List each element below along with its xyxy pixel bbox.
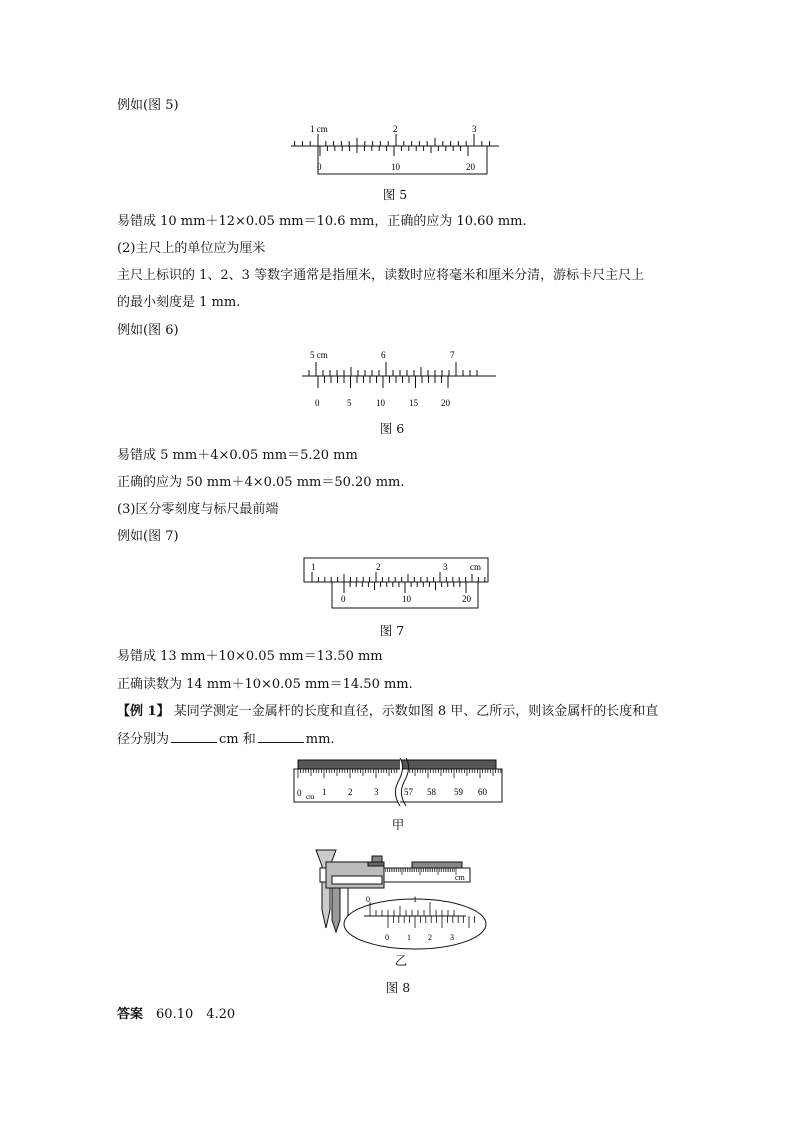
- text-line: 易错成 5 mm＋4×0.05 mm＝5.20 mm: [117, 448, 358, 463]
- answer-label: 答案: [117, 1007, 144, 1022]
- figure-8a-meter-ruler: [292, 758, 506, 806]
- example-line: [117, 703, 658, 720]
- fig6-main-label: 5 cm: [310, 350, 328, 360]
- answer-line: [117, 1006, 235, 1023]
- fig7-main-label: 1: [311, 562, 316, 572]
- fig6-vernier-label: 5: [347, 398, 352, 408]
- fig7-main-label: cm: [470, 562, 481, 572]
- figure-8b-vernier-caliper: [308, 840, 488, 952]
- fig8b-label: 2: [428, 933, 432, 942]
- example-unit: mm.: [305, 732, 335, 747]
- fig7-vernier-label: 20: [462, 594, 471, 604]
- fig8a-label: 59: [454, 787, 463, 797]
- fig8b-label: 1: [413, 895, 417, 904]
- text-line: 的最小刻度是 1 mm.: [117, 295, 241, 310]
- example-text: 某同学测定一金属杆的长度和直径，示数如图 8 甲、乙所示，则该金属杆的长度和直: [173, 704, 659, 719]
- fig6-vernier-label: 10: [376, 398, 385, 408]
- example-text: 径分别为: [117, 732, 170, 747]
- figure-6-vernier-caliper: [300, 348, 500, 410]
- fig6-vernier-label: 0: [315, 398, 320, 408]
- text-line: 例如(图 6): [117, 323, 179, 338]
- text-line: 正确的应为 50 mm＋4×0.05 mm＝50.20 mm.: [117, 475, 405, 490]
- fig8a-label: 3: [374, 787, 379, 797]
- example-line: [117, 730, 335, 748]
- text-line: 正确读数为 14 mm＋10×0.05 mm＝14.50 mm.: [117, 677, 413, 692]
- example-unit: cm 和: [219, 732, 256, 747]
- fig7-main-label: 2: [376, 562, 381, 572]
- figure-5-vernier-caliper: [285, 120, 505, 178]
- fig8b-label: 0: [366, 895, 370, 904]
- text-line: 例如(图 7): [117, 529, 179, 544]
- fig7-vernier-label: 10: [402, 594, 411, 604]
- answer-values: 60.10 4.20: [156, 1007, 236, 1022]
- fig5-vernier-label: 10: [391, 162, 400, 172]
- answer-blank-diameter[interactable]: [258, 730, 304, 743]
- text-line: 易错成 13 mm＋10×0.05 mm＝13.50 mm: [117, 649, 383, 664]
- figure-8b-caption: 乙: [394, 953, 408, 968]
- fig7-main-label: 3: [443, 562, 448, 572]
- fig5-main-label: 2: [393, 124, 398, 134]
- fig5-main-label: 1 cm: [310, 124, 328, 134]
- text-line: 主尺上标识的 1、2、3 等数字通常是指厘米，读数时应将毫米和厘米分清，游标卡尺主尺上: [117, 268, 645, 283]
- fig8b-label: cm: [455, 873, 465, 882]
- fig6-main-label: 6: [381, 350, 386, 360]
- fig6-vernier-label: 20: [441, 398, 450, 408]
- fig8a-label: 2: [348, 787, 353, 797]
- fig8a-label: 0: [297, 788, 302, 798]
- fig8a-label: 60: [478, 787, 487, 797]
- fig8a-label: 58: [427, 787, 436, 797]
- fig8b-label: 1: [407, 933, 411, 942]
- fig8a-label: 1: [322, 787, 327, 797]
- fig7-vernier-label: 0: [341, 594, 346, 604]
- text-line: (2)主尺上的单位应为厘米: [117, 241, 266, 256]
- text-line: 例如(图 5): [117, 98, 179, 113]
- fig8b-label: 3: [450, 933, 454, 942]
- fig5-main-label: 3: [472, 124, 477, 134]
- text-line: 易错成 10 mm＋12×0.05 mm＝10.6 mm，正确的应为 10.60 mm.: [117, 214, 527, 229]
- figure-6-caption: 图 6: [379, 421, 405, 436]
- answer-blank-length[interactable]: [171, 730, 217, 743]
- figure-7-caption: 图 7: [379, 623, 405, 638]
- fig5-vernier-label: 20: [466, 162, 475, 172]
- figure-8-caption: 图 8: [385, 980, 411, 995]
- text-line: (3)区分零刻度与标尺最前端: [117, 502, 279, 517]
- fig5-vernier-label: 0: [317, 162, 322, 172]
- fig8a-label: cm: [306, 793, 315, 801]
- fig6-main-label: 7: [450, 350, 455, 360]
- fig8a-label: 57: [404, 787, 413, 797]
- example-label: 【例 1】: [117, 704, 170, 719]
- fig6-vernier-label: 15: [409, 398, 418, 408]
- fig8b-label: 0: [385, 933, 389, 942]
- figure-7-vernier-caliper: [302, 556, 492, 612]
- figure-5-caption: 图 5: [382, 187, 408, 202]
- figure-8a-caption: 甲: [391, 817, 405, 832]
